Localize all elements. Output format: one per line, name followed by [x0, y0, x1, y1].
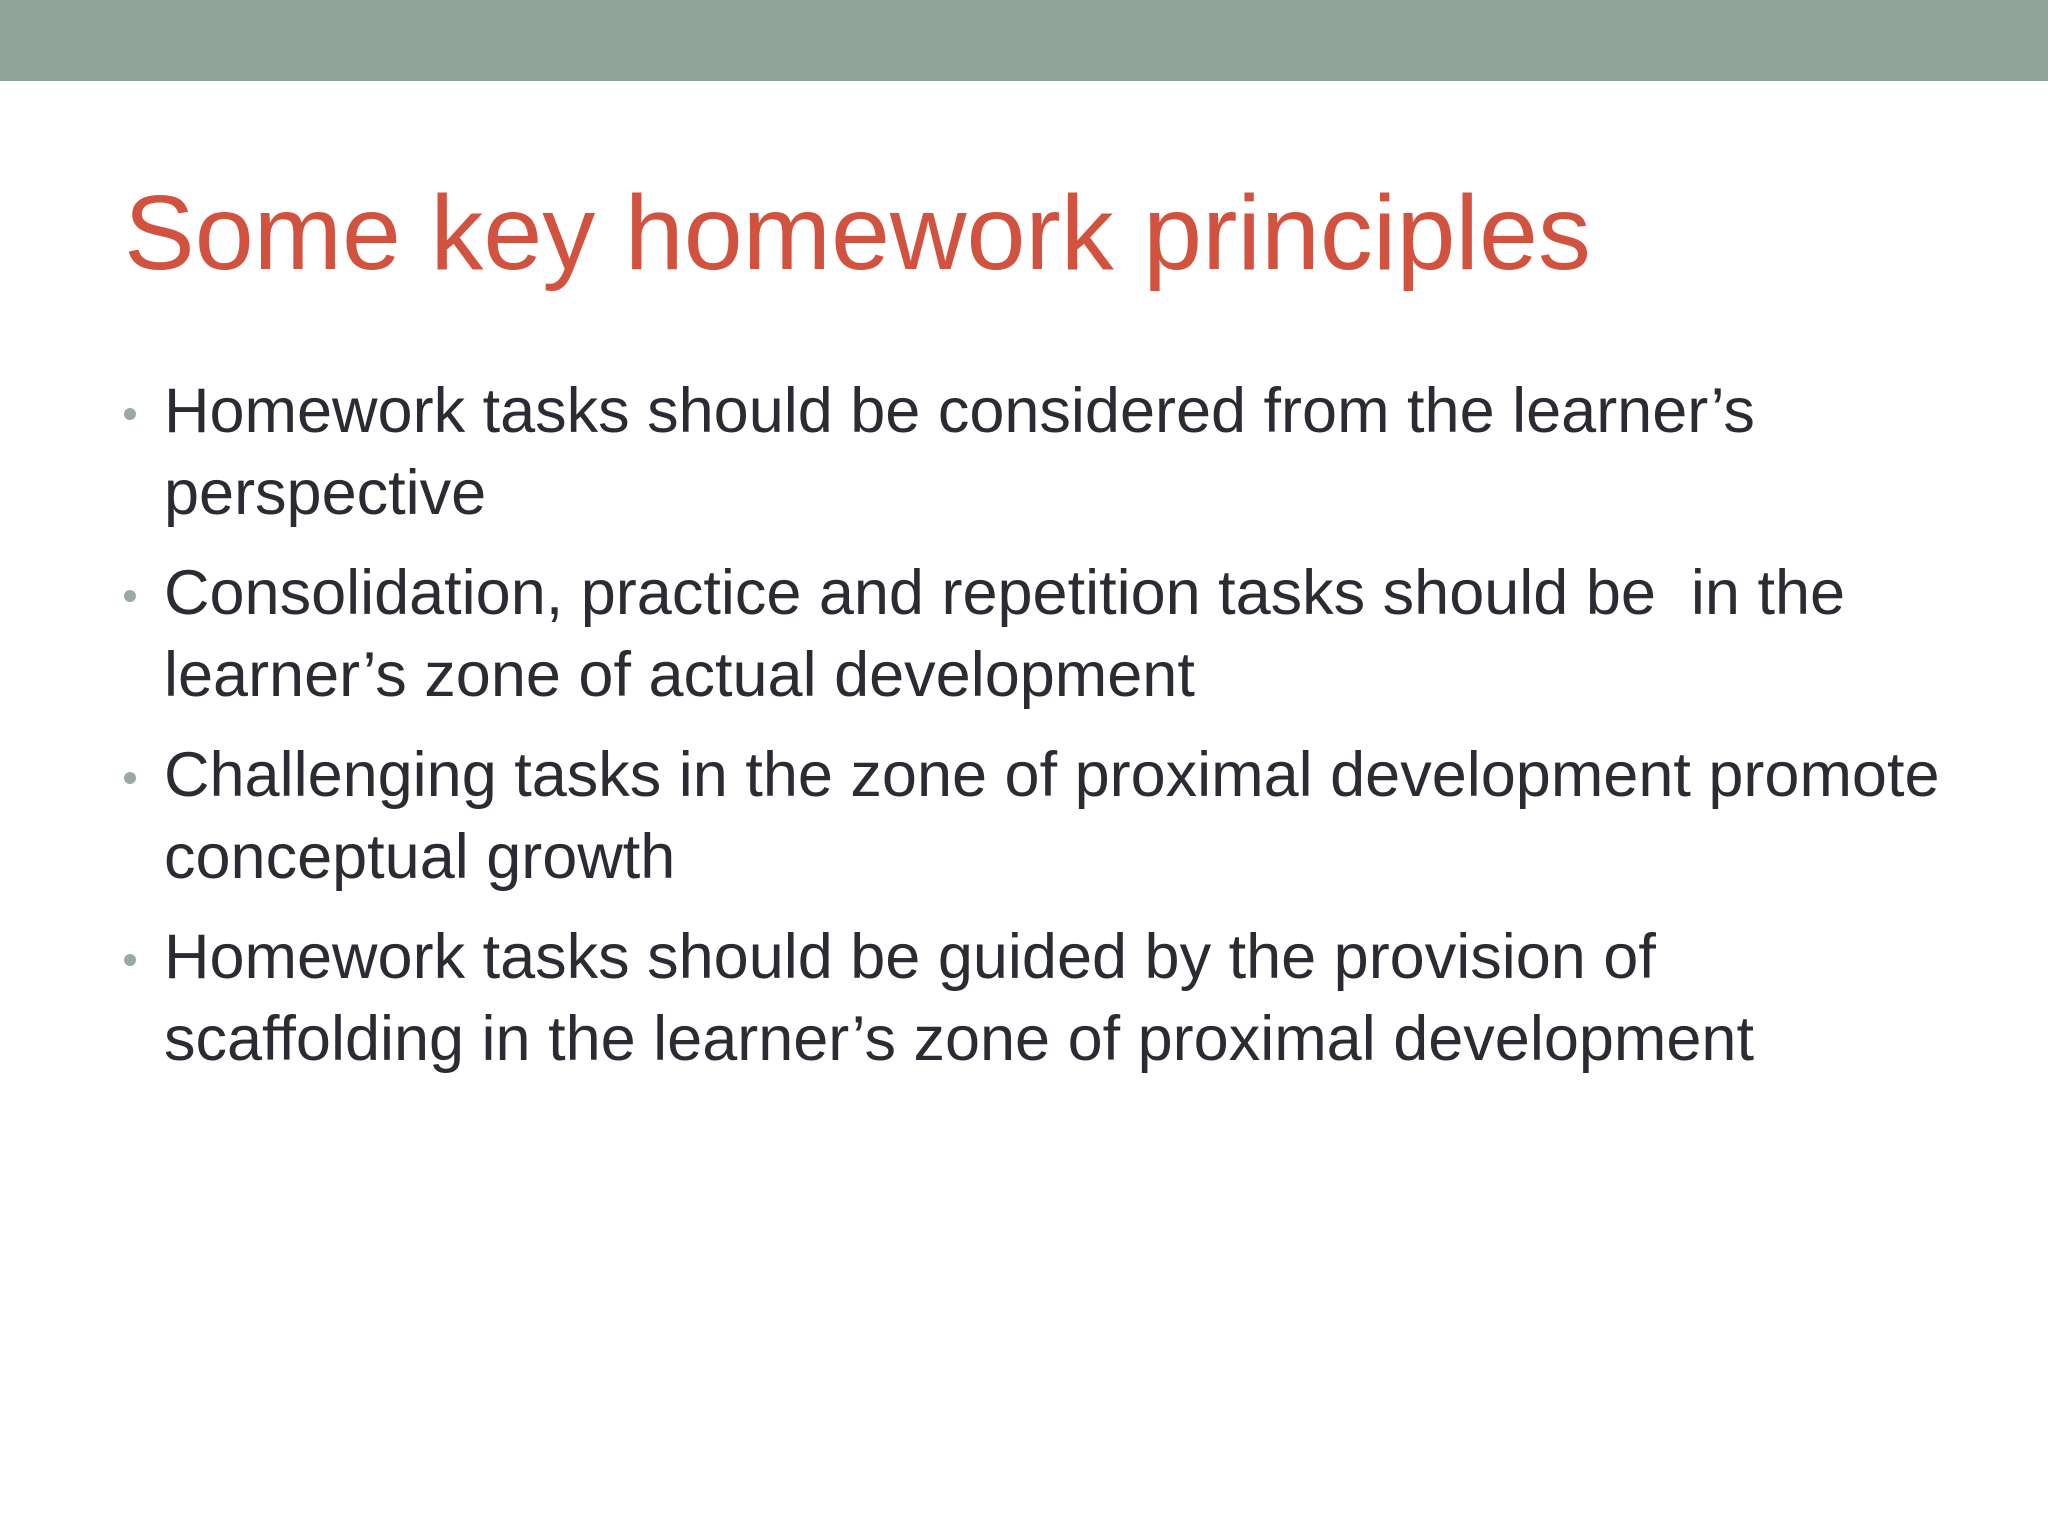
bullet-dot-icon [124, 590, 136, 602]
bullet-item [124, 552, 1954, 716]
bullet-text: Homework tasks should be guided by the provision of scaffolding in the learner’s zone of proximal development [164, 922, 1754, 1074]
slide-title: Some key homework principles [124, 174, 1591, 292]
bullet-item [124, 916, 1954, 1080]
bullet-text: Homework tasks should be considered from the learner’s perspective [164, 376, 1773, 528]
bullet-text: Challenging tasks in the zone of proximal development promote conceptual growth [164, 740, 1958, 892]
bullet-dot-icon [124, 954, 136, 966]
header-band [0, 0, 2048, 81]
bullet-item [124, 370, 1954, 534]
bullet-dot-icon [124, 772, 136, 784]
bullet-list [124, 370, 1958, 1098]
bullet-dot-icon [124, 408, 136, 420]
bullet-text: Consolidation, practice and repetition tasks should be in the learner’s zone of actual development [164, 558, 1863, 710]
bullet-item [124, 734, 1958, 898]
